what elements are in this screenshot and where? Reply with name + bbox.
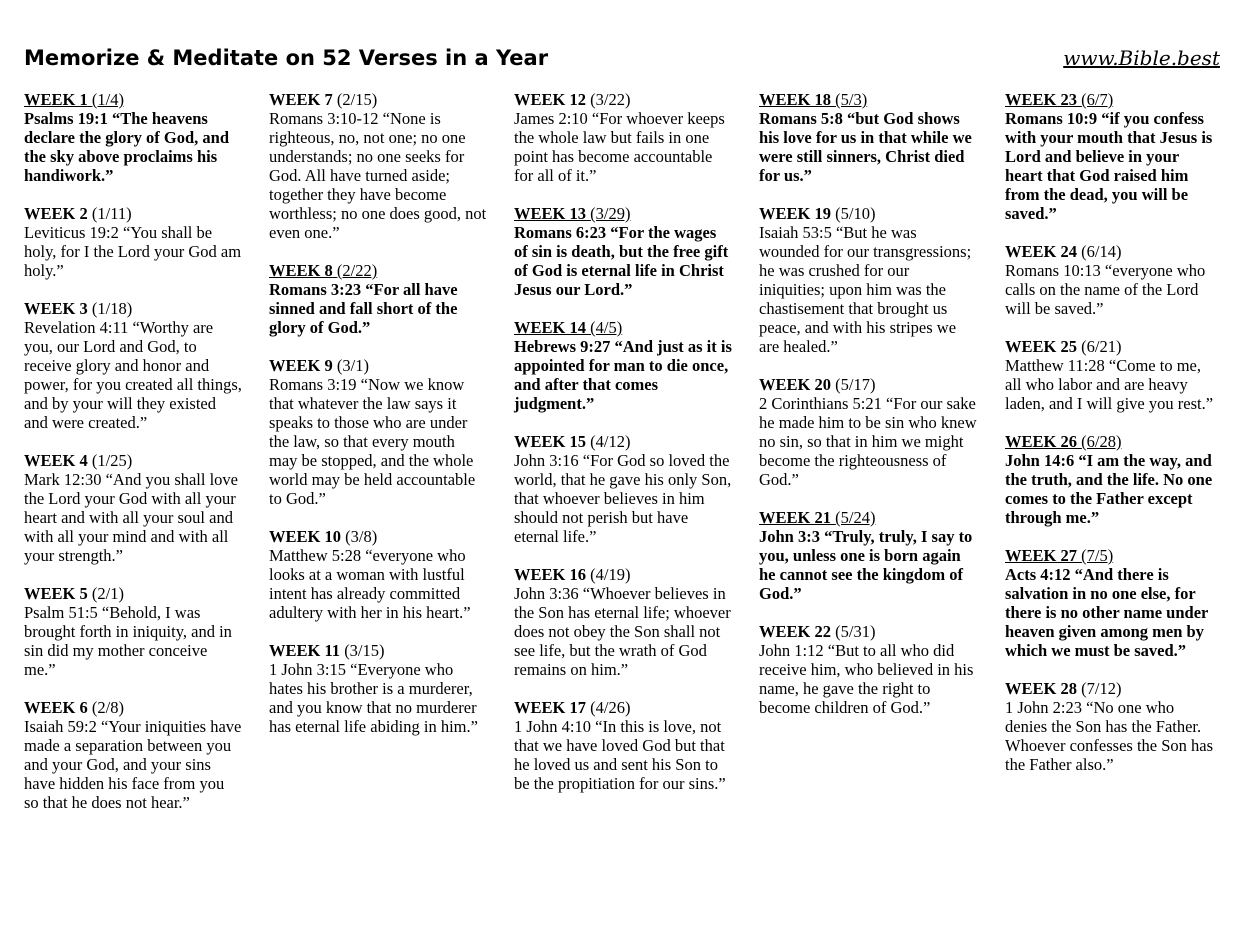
week-header <box>24 90 242 109</box>
week-header <box>514 565 732 584</box>
verse-text: Isaiah 53:5 “But he was wounded for our transgressions; he was crushed for our iniquities; upon him was the chastisement that brought us peace, and with his stripes we are healed.” <box>759 223 972 356</box>
week-date: (6/14) <box>1081 242 1122 261</box>
verse-text: John 3:16 “For God so loved the world, that he gave his only Son, that whoever believes in him should not perish but have eternal life.” <box>514 451 732 546</box>
week-entry <box>759 508 977 603</box>
week-date: (1/11) <box>91 204 132 223</box>
week-date: (4/19) <box>590 565 631 584</box>
verse-text: Leviticus 19:2 “You shall be holy, for I the Lord your God am holy.” <box>24 223 242 280</box>
week-label: WEEK 15 <box>514 432 586 451</box>
week-label: WEEK 14 <box>514 318 586 337</box>
week-header <box>514 698 732 717</box>
verse-column-5 <box>1005 90 1220 793</box>
week-header <box>1005 679 1220 698</box>
week-date: (3/22) <box>590 90 631 109</box>
week-date: (2/15) <box>336 90 378 109</box>
week-label: WEEK 11 <box>269 641 341 660</box>
week-date: (3/8) <box>345 527 378 546</box>
week-label: WEEK 19 <box>759 204 831 223</box>
week-label: WEEK 27 <box>1005 546 1077 565</box>
week-header <box>514 204 732 223</box>
week-header <box>759 90 977 109</box>
week-label: WEEK 9 <box>269 356 333 375</box>
week-label: WEEK 4 <box>24 451 88 470</box>
verse-text: John 1:12 “But to all who did receive him, who believed in his name, he gave the right to become children of God.” <box>759 641 974 717</box>
week-header <box>759 622 977 641</box>
verse-text: Romans 5:8 “but God shows his love for us in that while we were still sinners, Christ died for us.” <box>759 109 972 185</box>
week-header <box>514 318 732 337</box>
week-date: (5/31) <box>835 622 876 641</box>
week-date: (5/10) <box>835 204 876 223</box>
week-date: (7/5) <box>1081 546 1114 565</box>
verse-text: Psalms 19:1 “The heavens declare the glory of God, and the sky above proclaims his handiwork.” <box>24 109 230 185</box>
verse-text: John 3:36 “Whoever believes in the Son has eternal life; whoever does not obey the Son shall not see life, but the wrath of God remains on him.” <box>514 584 731 679</box>
week-header <box>24 698 242 717</box>
week-header <box>269 356 487 375</box>
week-label: WEEK 3 <box>24 299 88 318</box>
week-entry <box>759 90 977 185</box>
week-entry <box>1005 90 1220 223</box>
week-entry <box>269 641 487 736</box>
week-label: WEEK 25 <box>1005 337 1077 356</box>
week-header <box>269 641 487 660</box>
week-label: WEEK 10 <box>269 527 341 546</box>
verse-column-1 <box>24 90 242 831</box>
verse-text: Hebrews 9:27 “And just as it is appointed for man to die once, and after that comes judgment.” <box>514 337 732 413</box>
week-header <box>24 299 242 318</box>
week-label: WEEK 17 <box>514 698 586 717</box>
week-label: WEEK 12 <box>514 90 586 109</box>
week-label: WEEK 6 <box>24 698 88 717</box>
week-entry <box>269 356 487 508</box>
week-label: WEEK 26 <box>1005 432 1077 451</box>
week-label: WEEK 22 <box>759 622 831 641</box>
verse-text: Mark 12:30 “And you shall love the Lord your God with all your heart and with all your soul and with all your mind and with all your strength.” <box>24 470 239 565</box>
week-header <box>24 204 242 223</box>
week-header <box>514 90 732 109</box>
week-header <box>269 527 487 546</box>
week-date: (5/17) <box>835 375 876 394</box>
week-label: WEEK 1 <box>24 90 88 109</box>
week-label: WEEK 23 <box>1005 90 1077 109</box>
week-date: (2/1) <box>91 584 124 603</box>
verse-text: Isaiah 59:2 “Your iniquities have made a separation between you and your God, and your sins have hidden his face from you so that he does not hear.” <box>24 717 242 812</box>
verse-text: Matthew 5:28 “everyone who looks at a woman with lustful intent has already committed adultery with her in his heart.” <box>269 546 471 622</box>
week-entry <box>514 432 732 546</box>
verse-text: James 2:10 “For whoever keeps the whole law but fails in one point has become accountable for all of it.” <box>514 109 725 185</box>
week-date: (3/1) <box>336 356 369 375</box>
week-entry <box>514 318 732 413</box>
week-header <box>759 375 977 394</box>
week-label: WEEK 21 <box>759 508 831 527</box>
week-entry <box>1005 432 1220 527</box>
week-date: (1/4) <box>91 90 124 109</box>
week-entry <box>1005 242 1220 318</box>
week-date: (3/15) <box>344 641 385 660</box>
verse-text: 1 John 3:15 “Everyone who hates his brother is a murderer, and you know that no murderer has eternal life abiding in him.” <box>269 660 478 736</box>
verse-text: Revelation 4:11 “Worthy are you, our Lord and God, to receive glory and honor and power, for you created all things, and by your will they existed and were created.” <box>24 318 242 432</box>
verse-text: Matthew 11:28 “Come to me, all who labor and are heavy laden, and I will give you rest.” <box>1005 356 1214 413</box>
verse-text: Romans 3:23 “For all have sinned and fall short of the glory of God.” <box>269 280 458 337</box>
week-label: WEEK 2 <box>24 204 88 223</box>
week-header <box>759 508 977 527</box>
verse-text: Romans 3:10-12 “None is righteous, no, not one; no one understands; no one seeks for God. All have turned aside; together they have become worthless; no one does good, not even one.” <box>269 109 487 242</box>
week-entry <box>24 584 242 679</box>
week-entry <box>24 299 242 432</box>
week-header <box>759 204 977 223</box>
week-entry <box>514 90 732 185</box>
week-header <box>269 90 487 109</box>
week-header <box>514 432 732 451</box>
week-entry <box>269 90 487 242</box>
verse-text: Romans 6:23 “For the wages of sin is death, but the free gift of God is eternal life in Christ Jesus our Lord.” <box>514 223 729 299</box>
week-label: WEEK 24 <box>1005 242 1077 261</box>
week-label: WEEK 18 <box>759 90 831 109</box>
week-entry <box>514 698 732 793</box>
week-label: WEEK 20 <box>759 375 831 394</box>
week-date: (2/8) <box>91 698 124 717</box>
week-entry <box>759 375 977 489</box>
verse-text: Romans 10:9 “if you confess with your mouth that Jesus is Lord and believe in your heart that God raised him from the dead, you will be saved.” <box>1005 109 1213 223</box>
week-date: (6/7) <box>1081 90 1114 109</box>
week-label: WEEK 7 <box>269 90 333 109</box>
verse-text: Romans 3:19 “Now we know that whatever the law says it speaks to those who are under the law, so that every mouth may be stopped, and the whole world may be held accountable to God.” <box>269 375 476 508</box>
week-header <box>269 261 487 280</box>
week-date: (4/12) <box>590 432 631 451</box>
week-entry <box>759 622 977 717</box>
week-date: (4/26) <box>590 698 631 717</box>
verse-column-4 <box>759 90 977 736</box>
week-date: (5/24) <box>835 508 876 527</box>
week-header <box>1005 432 1220 451</box>
page-title: Memorize & Meditate on 52 Verses in a Year <box>24 46 549 70</box>
week-label: WEEK 13 <box>514 204 586 223</box>
week-header <box>1005 546 1220 565</box>
week-entry <box>759 204 977 356</box>
verse-text: John 14:6 “I am the way, and the truth, and the life. No one comes to the Father except through me.” <box>1005 451 1213 527</box>
verse-text: 1 John 4:10 “In this is love, not that we have loved God but that he loved us and sent his Son to be the propitiation for our sins.” <box>514 717 726 793</box>
week-entry <box>1005 546 1220 660</box>
week-entry <box>269 527 487 622</box>
week-date: (5/3) <box>835 90 868 109</box>
week-date: (2/22) <box>336 261 378 280</box>
week-label: WEEK 8 <box>269 261 333 280</box>
verse-text: Acts 4:12 “And there is salvation in no one else, for there is no other name under heaven given among men by which we must be saved.” <box>1005 565 1209 660</box>
week-header <box>24 451 242 470</box>
week-date: (1/25) <box>91 451 133 470</box>
week-entry <box>24 451 242 565</box>
week-entry <box>24 204 242 280</box>
week-entry <box>1005 337 1220 413</box>
week-header <box>1005 337 1220 356</box>
week-label: WEEK 28 <box>1005 679 1077 698</box>
verse-text: 2 Corinthians 5:21 “For our sake he made him to be sin who knew no sin, so that in him we might become the righteousness of God.” <box>759 394 977 489</box>
verse-column-2 <box>269 90 487 755</box>
verse-text: John 3:3 “Truly, truly, I say to you, unless one is born again he cannot see the kingdom of God.” <box>759 527 973 603</box>
week-entry <box>1005 679 1220 774</box>
week-entry <box>24 90 242 185</box>
week-header <box>1005 90 1220 109</box>
week-label: WEEK 5 <box>24 584 88 603</box>
verse-text: Psalm 51:5 “Behold, I was brought forth in iniquity, and in sin did my mother conceive me.” <box>24 603 232 679</box>
week-entry <box>514 204 732 299</box>
verse-text: 1 John 2:23 “No one who denies the Son has the Father. Whoever confesses the Son has the Father also.” <box>1005 698 1214 774</box>
website-link[interactable]: www.Bible.best <box>1063 46 1220 70</box>
week-date: (3/29) <box>590 204 631 223</box>
week-entry <box>24 698 242 812</box>
week-entry <box>514 565 732 679</box>
week-date: (7/12) <box>1081 679 1122 698</box>
week-header <box>1005 242 1220 261</box>
verse-text: Romans 10:13 “everyone who calls on the name of the Lord will be saved.” <box>1005 261 1206 318</box>
week-date: (1/18) <box>91 299 133 318</box>
week-date: (6/28) <box>1081 432 1122 451</box>
week-date: (6/21) <box>1081 337 1122 356</box>
week-entry <box>269 261 487 337</box>
week-header <box>24 584 242 603</box>
verse-column-3 <box>514 90 732 812</box>
week-label: WEEK 16 <box>514 565 586 584</box>
week-date: (4/5) <box>590 318 623 337</box>
